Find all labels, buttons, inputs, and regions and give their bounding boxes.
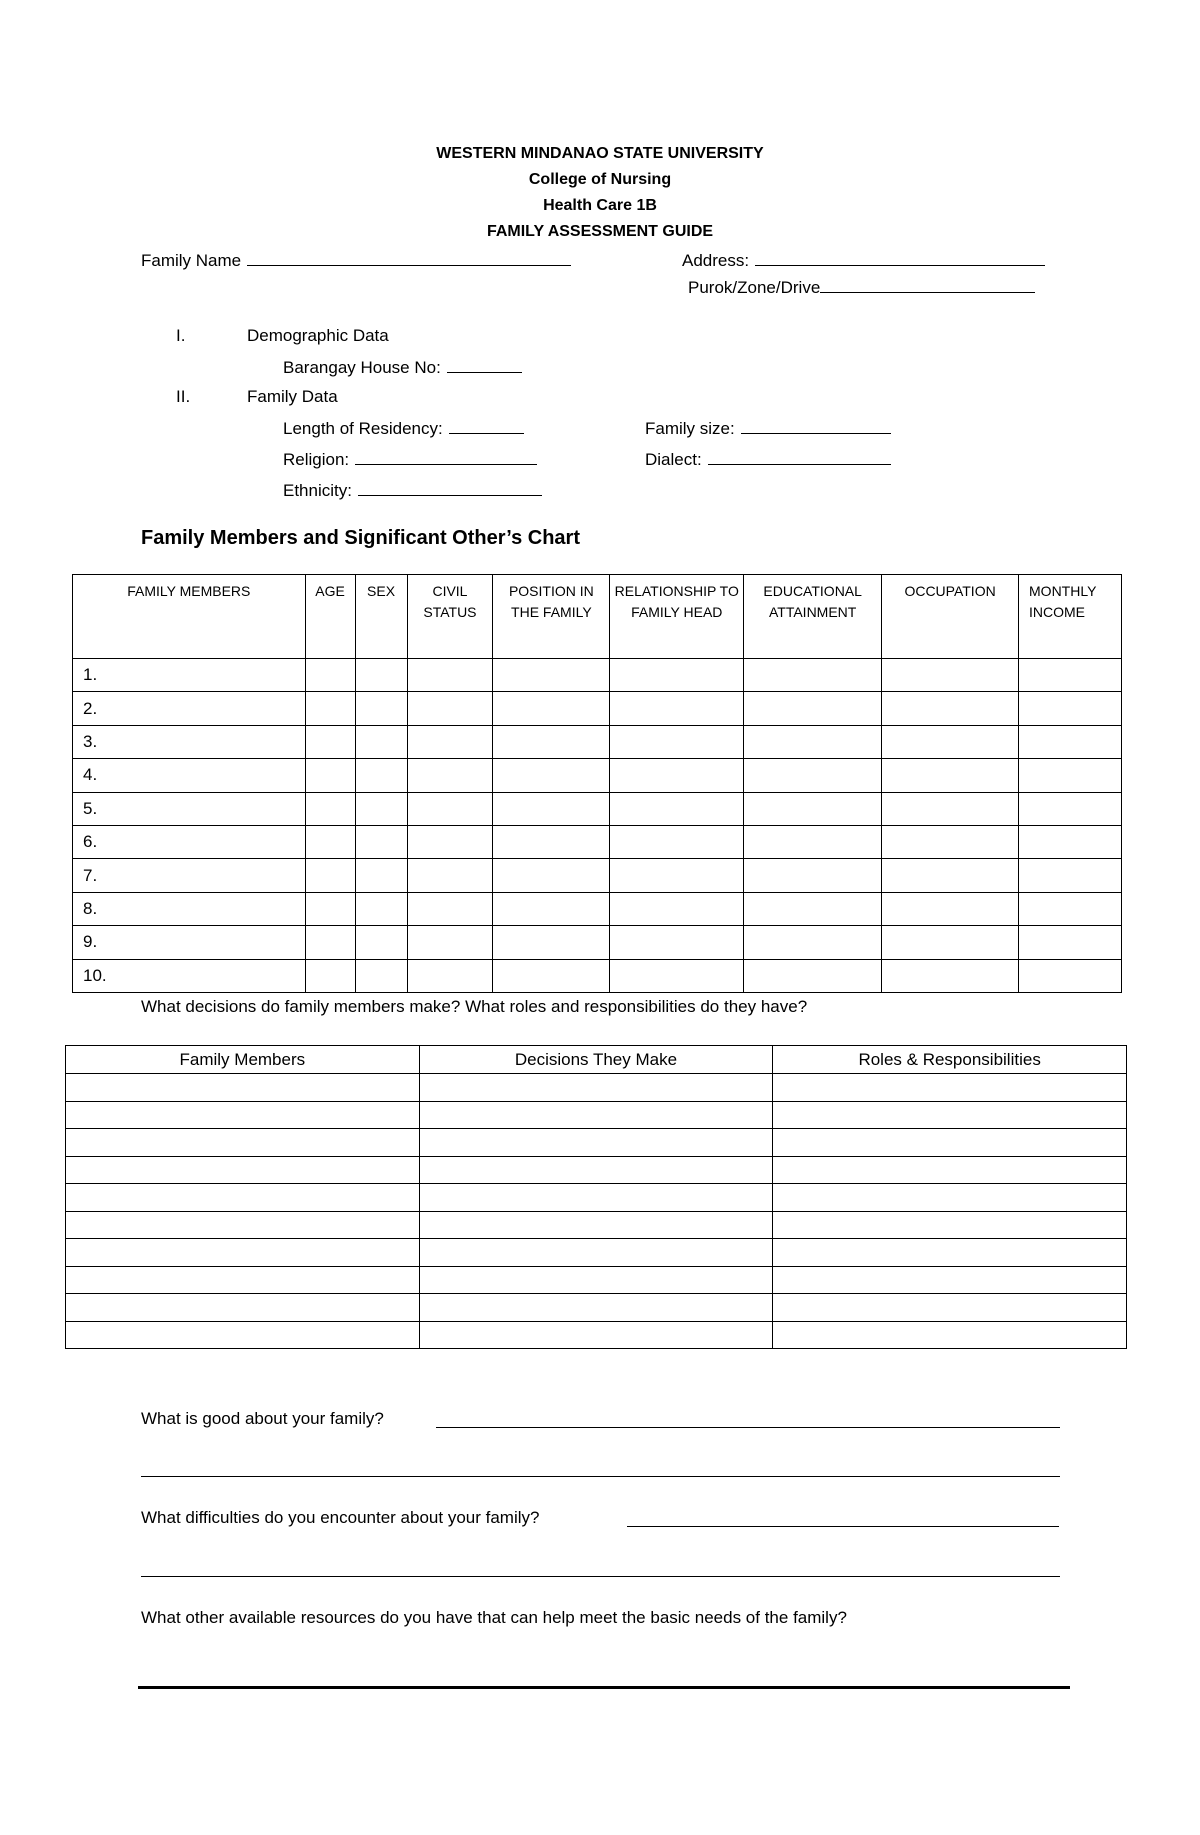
table-cell[interactable] <box>305 692 355 725</box>
table-row <box>73 725 1122 758</box>
table-cell[interactable] <box>744 692 882 725</box>
family-name-field[interactable] <box>141 249 571 271</box>
table-row <box>73 892 1122 925</box>
table-cell[interactable] <box>1019 959 1122 992</box>
table-cell[interactable] <box>66 1074 420 1102</box>
table-cell[interactable] <box>305 725 355 758</box>
table-cell[interactable] <box>419 1184 773 1212</box>
barangay-house-label: Barangay House No: <box>283 358 441 377</box>
table-cell[interactable] <box>610 825 744 858</box>
table-cell[interactable] <box>1019 659 1122 692</box>
table-cell[interactable] <box>66 1266 420 1294</box>
table-cell[interactable] <box>1019 825 1122 858</box>
table-cell[interactable] <box>610 759 744 792</box>
family-members-table <box>72 574 1122 993</box>
row-number[interactable]: 1. <box>73 659 306 692</box>
header-relationship: RELATIONSHIP TO FAMILY HEAD <box>610 575 744 659</box>
table-row <box>66 1239 1127 1267</box>
table-cell[interactable] <box>407 792 493 825</box>
university-name: WESTERN MINDANAO STATE UNIVERSITY <box>436 145 764 162</box>
table-cell[interactable] <box>355 959 407 992</box>
table-cell[interactable] <box>407 892 493 925</box>
address-label: Address: <box>682 251 750 270</box>
table-cell[interactable] <box>305 859 355 892</box>
header-monthly-income: MONTHLY INCOME <box>1019 575 1122 659</box>
table-cell[interactable] <box>305 825 355 858</box>
table-cell[interactable] <box>1019 892 1122 925</box>
table-cell[interactable] <box>419 1321 773 1349</box>
course-name: Health Care 1B <box>543 197 657 214</box>
table-cell[interactable] <box>610 859 744 892</box>
table-row <box>66 1321 1127 1349</box>
table-cell[interactable] <box>493 759 610 792</box>
table-cell[interactable] <box>66 1184 420 1212</box>
table-cell[interactable] <box>355 692 407 725</box>
table-cell[interactable] <box>744 959 882 992</box>
table-cell[interactable] <box>882 659 1019 692</box>
table-cell[interactable] <box>493 725 610 758</box>
table-cell[interactable] <box>355 859 407 892</box>
religion-blank[interactable] <box>355 448 537 465</box>
table-cell[interactable] <box>1019 692 1122 725</box>
table-cell[interactable] <box>493 926 610 959</box>
dialect-label: Dialect: <box>645 450 702 469</box>
row-number[interactable]: 2. <box>73 692 306 725</box>
table-header-row <box>73 575 1122 659</box>
table-row <box>73 792 1122 825</box>
table-cell[interactable] <box>419 1101 773 1129</box>
table-cell[interactable] <box>882 859 1019 892</box>
table-cell[interactable] <box>407 759 493 792</box>
table-row <box>66 1101 1127 1129</box>
table-cell[interactable] <box>773 1156 1127 1184</box>
good-answer-line-2[interactable] <box>141 1476 1060 1477</box>
dialect-blank[interactable] <box>708 448 891 465</box>
table-cell[interactable] <box>1019 759 1122 792</box>
table-cell[interactable] <box>355 659 407 692</box>
table-row <box>73 825 1122 858</box>
table-row <box>66 1184 1127 1212</box>
table-cell[interactable] <box>493 892 610 925</box>
dialect-field[interactable] <box>645 448 891 470</box>
header-dec-family-members: Family Members <box>66 1046 420 1074</box>
table-cell[interactable] <box>610 692 744 725</box>
difficulties-answer-line-1[interactable] <box>627 1526 1059 1527</box>
table-row <box>73 692 1122 725</box>
table-cell[interactable] <box>882 825 1019 858</box>
table-cell[interactable] <box>407 859 493 892</box>
header-occupation: OCCUPATION <box>882 575 1019 659</box>
chart-title: Family Members and Significant Other’s Chart <box>141 527 580 549</box>
row-number[interactable]: 7. <box>73 859 306 892</box>
table-cell[interactable] <box>773 1184 1127 1212</box>
header-civil-status: CIVIL STATUS <box>407 575 493 659</box>
ethnicity-blank[interactable] <box>358 479 542 496</box>
header-dec-roles: Roles & Responsibilities <box>773 1046 1127 1074</box>
table-cell[interactable] <box>773 1101 1127 1129</box>
table-cell[interactable] <box>419 1266 773 1294</box>
table-cell[interactable] <box>1019 792 1122 825</box>
table-cell[interactable] <box>305 759 355 792</box>
resources-answer-line[interactable] <box>138 1686 1070 1689</box>
table-cell[interactable] <box>610 926 744 959</box>
purok-field[interactable] <box>688 276 1035 298</box>
table-row <box>66 1129 1127 1157</box>
table-cell[interactable] <box>493 859 610 892</box>
decisions-header-row <box>66 1046 1127 1074</box>
table-cell[interactable] <box>744 759 882 792</box>
section-2-number: II. <box>176 387 191 406</box>
table-cell[interactable] <box>744 792 882 825</box>
section-2-title: Family Data <box>247 387 338 406</box>
table-cell[interactable] <box>1019 725 1122 758</box>
table-cell[interactable] <box>773 1294 1127 1322</box>
table-cell[interactable] <box>407 825 493 858</box>
table-row <box>66 1266 1127 1294</box>
table-cell[interactable] <box>355 825 407 858</box>
header-family-members: FAMILY MEMBERS <box>73 575 306 659</box>
family-size-field[interactable] <box>645 417 891 439</box>
table-row <box>73 659 1122 692</box>
table-cell[interactable] <box>493 825 610 858</box>
good-question: What is good about your family? <box>141 1409 384 1428</box>
table-cell[interactable] <box>407 959 493 992</box>
ethnicity-field[interactable] <box>283 479 542 501</box>
religion-field[interactable] <box>283 448 537 470</box>
address-blank[interactable] <box>755 249 1045 266</box>
section-1-number: I. <box>176 326 186 345</box>
row-number[interactable]: 9. <box>73 926 306 959</box>
table-cell[interactable] <box>773 1211 1127 1239</box>
barangay-house-blank[interactable] <box>447 356 522 373</box>
table-cell[interactable] <box>493 659 610 692</box>
family-name-blank[interactable] <box>247 249 571 266</box>
barangay-house-field[interactable] <box>283 356 522 378</box>
table-cell[interactable] <box>610 892 744 925</box>
table-cell[interactable] <box>66 1294 420 1322</box>
address-field[interactable] <box>682 249 1045 271</box>
table-cell[interactable] <box>355 792 407 825</box>
religion-label: Religion: <box>283 450 350 469</box>
table-cell[interactable] <box>355 892 407 925</box>
table-cell[interactable] <box>493 959 610 992</box>
table-cell[interactable] <box>744 825 882 858</box>
table-cell[interactable] <box>773 1074 1127 1102</box>
header-sex: SEX <box>355 575 407 659</box>
table-cell[interactable] <box>773 1321 1127 1349</box>
header-position: POSITION IN THE FAMILY <box>493 575 610 659</box>
table-cell[interactable] <box>773 1266 1127 1294</box>
family-size-blank[interactable] <box>741 417 891 434</box>
header-age: AGE <box>305 575 355 659</box>
table-cell[interactable] <box>66 1321 420 1349</box>
table-cell[interactable] <box>305 892 355 925</box>
table-cell[interactable] <box>610 659 744 692</box>
table-cell[interactable] <box>882 759 1019 792</box>
table-cell[interactable] <box>419 1239 773 1267</box>
table-cell[interactable] <box>419 1129 773 1157</box>
table-cell[interactable] <box>773 1239 1127 1267</box>
header-dec-decisions: Decisions They Make <box>419 1046 773 1074</box>
table-cell[interactable] <box>419 1074 773 1102</box>
table-cell[interactable] <box>355 725 407 758</box>
table-cell[interactable] <box>882 892 1019 925</box>
residency-label: Length of Residency: <box>283 419 443 438</box>
resources-question: What other available resources do you have that can help meet the basic needs of the family? <box>141 1608 847 1627</box>
table-cell[interactable] <box>882 792 1019 825</box>
table-cell[interactable] <box>610 792 744 825</box>
table-cell[interactable] <box>744 859 882 892</box>
decisions-question: What decisions do family members make? What roles and responsibilities do they have? <box>141 997 808 1016</box>
purok-label: Purok/Zone/Drive <box>688 278 821 297</box>
row-number[interactable]: 3. <box>73 725 306 758</box>
table-cell[interactable] <box>355 759 407 792</box>
header-education: EDUCATIONAL ATTAINMENT <box>744 575 882 659</box>
table-row <box>66 1156 1127 1184</box>
table-row <box>73 926 1122 959</box>
table-cell[interactable] <box>305 792 355 825</box>
residency-blank[interactable] <box>449 417 524 434</box>
table-cell[interactable] <box>66 1211 420 1239</box>
table-cell[interactable] <box>744 725 882 758</box>
table-cell[interactable] <box>773 1129 1127 1157</box>
difficulties-question: What difficulties do you encounter about your family? <box>141 1508 540 1527</box>
table-row <box>73 959 1122 992</box>
table-cell[interactable] <box>493 692 610 725</box>
table-row <box>73 859 1122 892</box>
table-cell[interactable] <box>744 926 882 959</box>
family-size-label: Family size: <box>645 419 735 438</box>
difficulties-answer-line-2[interactable] <box>141 1576 1060 1577</box>
row-number[interactable]: 6. <box>73 825 306 858</box>
table-cell[interactable] <box>66 1101 420 1129</box>
table-row <box>66 1211 1127 1239</box>
table-cell[interactable] <box>882 692 1019 725</box>
table-row <box>73 759 1122 792</box>
college-name: College of Nursing <box>528 171 672 188</box>
table-cell[interactable] <box>419 1294 773 1322</box>
table-cell[interactable] <box>407 659 493 692</box>
table-cell[interactable] <box>407 692 493 725</box>
decisions-table <box>65 1045 1127 1349</box>
table-cell[interactable] <box>305 659 355 692</box>
table-row <box>66 1074 1127 1102</box>
row-number[interactable]: 5. <box>73 792 306 825</box>
purok-blank[interactable] <box>820 276 1035 293</box>
family-name-label: Family Name <box>141 251 242 270</box>
table-cell[interactable] <box>419 1156 773 1184</box>
row-number[interactable]: 4. <box>73 759 306 792</box>
table-cell[interactable] <box>407 926 493 959</box>
table-cell[interactable] <box>66 1129 420 1157</box>
table-cell[interactable] <box>305 926 355 959</box>
row-number[interactable]: 8. <box>73 892 306 925</box>
table-cell[interactable] <box>610 959 744 992</box>
good-answer-line-1[interactable] <box>436 1427 1060 1428</box>
table-cell[interactable] <box>882 725 1019 758</box>
table-cell[interactable] <box>610 725 744 758</box>
table-cell[interactable] <box>882 959 1019 992</box>
table-cell[interactable] <box>419 1211 773 1239</box>
ethnicity-label: Ethnicity: <box>283 481 352 500</box>
table-cell[interactable] <box>882 926 1019 959</box>
row-number[interactable]: 10. <box>73 959 306 992</box>
form-title: FAMILY ASSESSMENT GUIDE <box>486 223 714 240</box>
table-cell[interactable] <box>407 725 493 758</box>
table-cell[interactable] <box>355 926 407 959</box>
table-cell[interactable] <box>305 959 355 992</box>
section-1-title: Demographic Data <box>247 326 389 345</box>
table-cell[interactable] <box>744 659 882 692</box>
table-cell[interactable] <box>744 892 882 925</box>
residency-field[interactable] <box>283 417 524 439</box>
table-cell[interactable] <box>493 792 610 825</box>
table-cell[interactable] <box>66 1239 420 1267</box>
table-cell[interactable] <box>1019 859 1122 892</box>
table-cell[interactable] <box>1019 926 1122 959</box>
table-row <box>66 1294 1127 1322</box>
table-cell[interactable] <box>66 1156 420 1184</box>
